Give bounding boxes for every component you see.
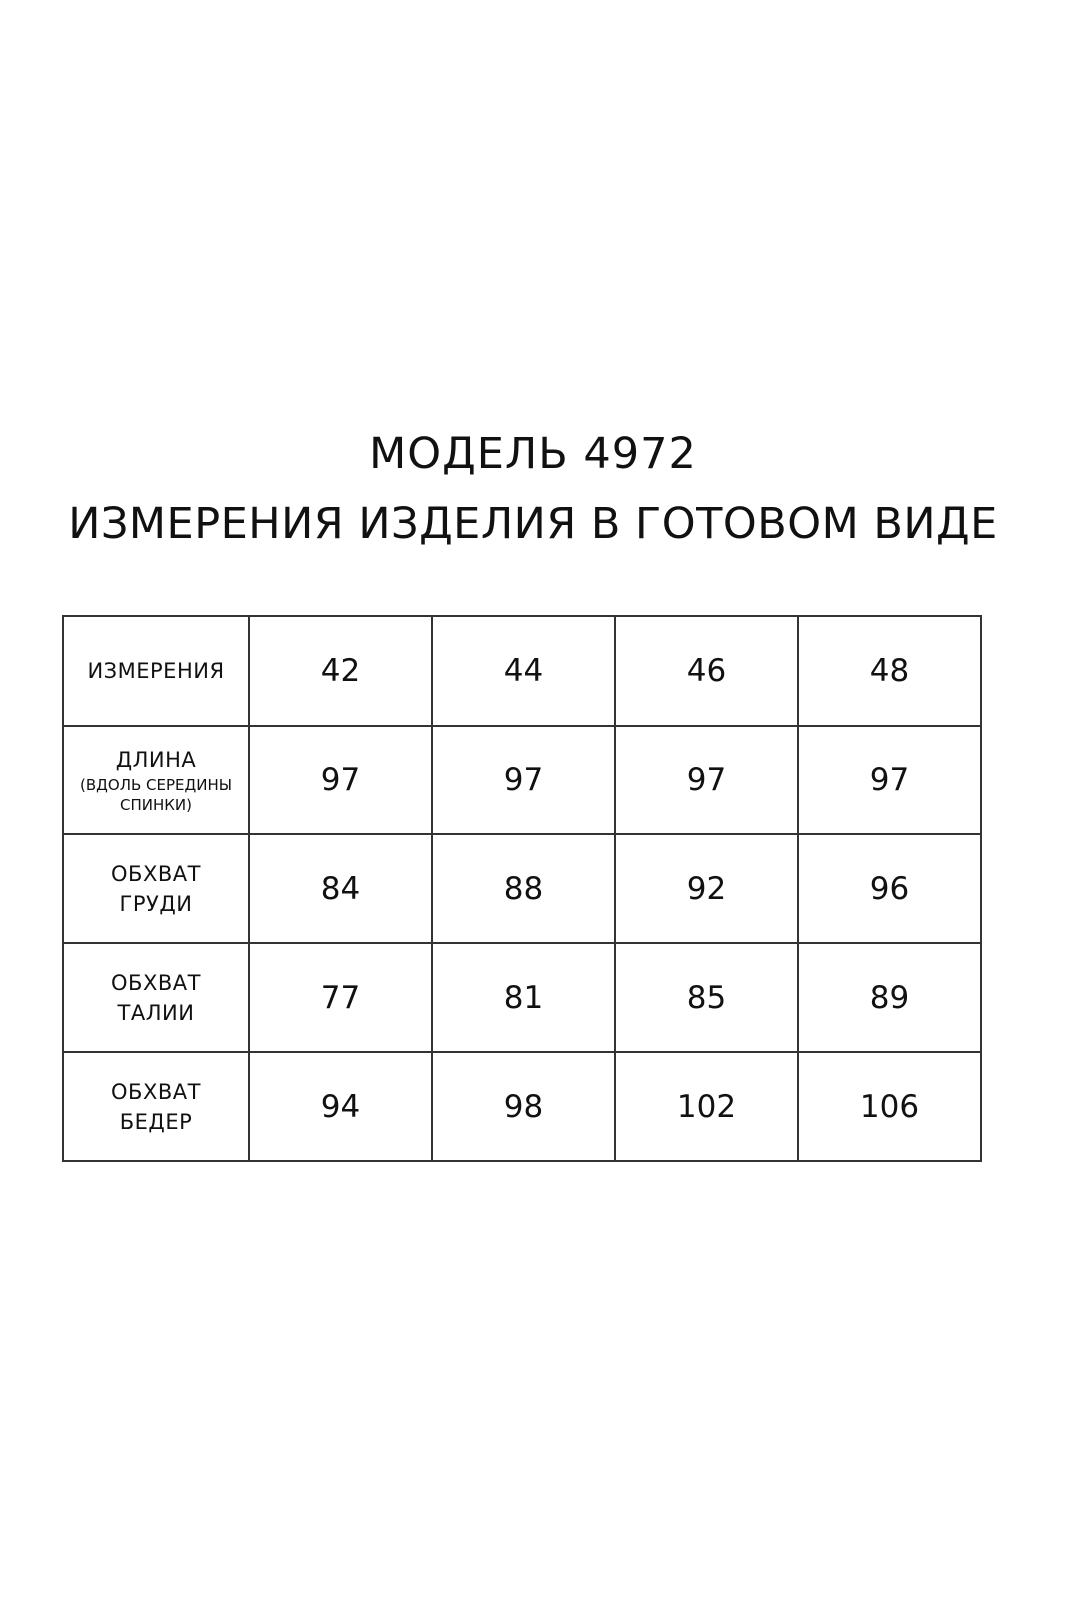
value-cell: 85: [615, 943, 798, 1052]
value-cell: 88: [432, 834, 615, 943]
row-label-line1: ОБХВАТ: [111, 970, 201, 995]
size-cell: 44: [432, 616, 615, 726]
header-label: ИЗМЕРЕНИЯ: [87, 659, 225, 683]
size-chart-table: [62, 615, 982, 1162]
header-label-cell: [63, 616, 249, 726]
table-row-chest: [63, 834, 981, 943]
row-note-line2: СПИНКИ): [120, 796, 192, 814]
row-note-line1: (ВДОЛЬ СЕРЕДИНЫ: [80, 776, 232, 794]
row-label-length: ДЛИНА: [115, 748, 197, 772]
value-cell: 94: [249, 1052, 432, 1161]
size-cell: 46: [615, 616, 798, 726]
size-cell: 42: [249, 616, 432, 726]
row-label-line1: ОБХВАТ: [111, 861, 201, 886]
row-label-line2: БЕДЕР: [119, 1109, 193, 1134]
row-label-cell: [63, 726, 249, 834]
value-cell: 89: [798, 943, 981, 1052]
value-cell: 102: [615, 1052, 798, 1161]
table-header-row: [63, 616, 981, 726]
value-cell: 77: [249, 943, 432, 1052]
value-cell: 97: [249, 726, 432, 834]
value-cell: 106: [798, 1052, 981, 1161]
value-cell: 97: [798, 726, 981, 834]
value-cell: 81: [432, 943, 615, 1052]
value-cell: 92: [615, 834, 798, 943]
measurements-subtitle: ИЗМЕРЕНИЯ ИЗДЕЛИЯ В ГОТОВОМ ВИДЕ: [68, 499, 998, 549]
row-label-cell: [63, 943, 249, 1052]
row-label-line2: ТАЛИИ: [117, 1000, 195, 1025]
value-cell: 97: [615, 726, 798, 834]
value-cell: 96: [798, 834, 981, 943]
table-row-waist: [63, 943, 981, 1052]
row-label-cell: [63, 834, 249, 943]
table-row-length: [63, 726, 981, 834]
value-cell: 84: [249, 834, 432, 943]
row-label-line2: ГРУДИ: [119, 891, 193, 916]
value-cell: 98: [432, 1052, 615, 1161]
row-label-line1: ОБХВАТ: [111, 1079, 201, 1104]
table-row-hips: [63, 1052, 981, 1161]
row-label-cell: [63, 1052, 249, 1161]
value-cell: 97: [432, 726, 615, 834]
size-cell: 48: [798, 616, 981, 726]
model-title: МОДЕЛЬ 4972: [369, 429, 697, 479]
